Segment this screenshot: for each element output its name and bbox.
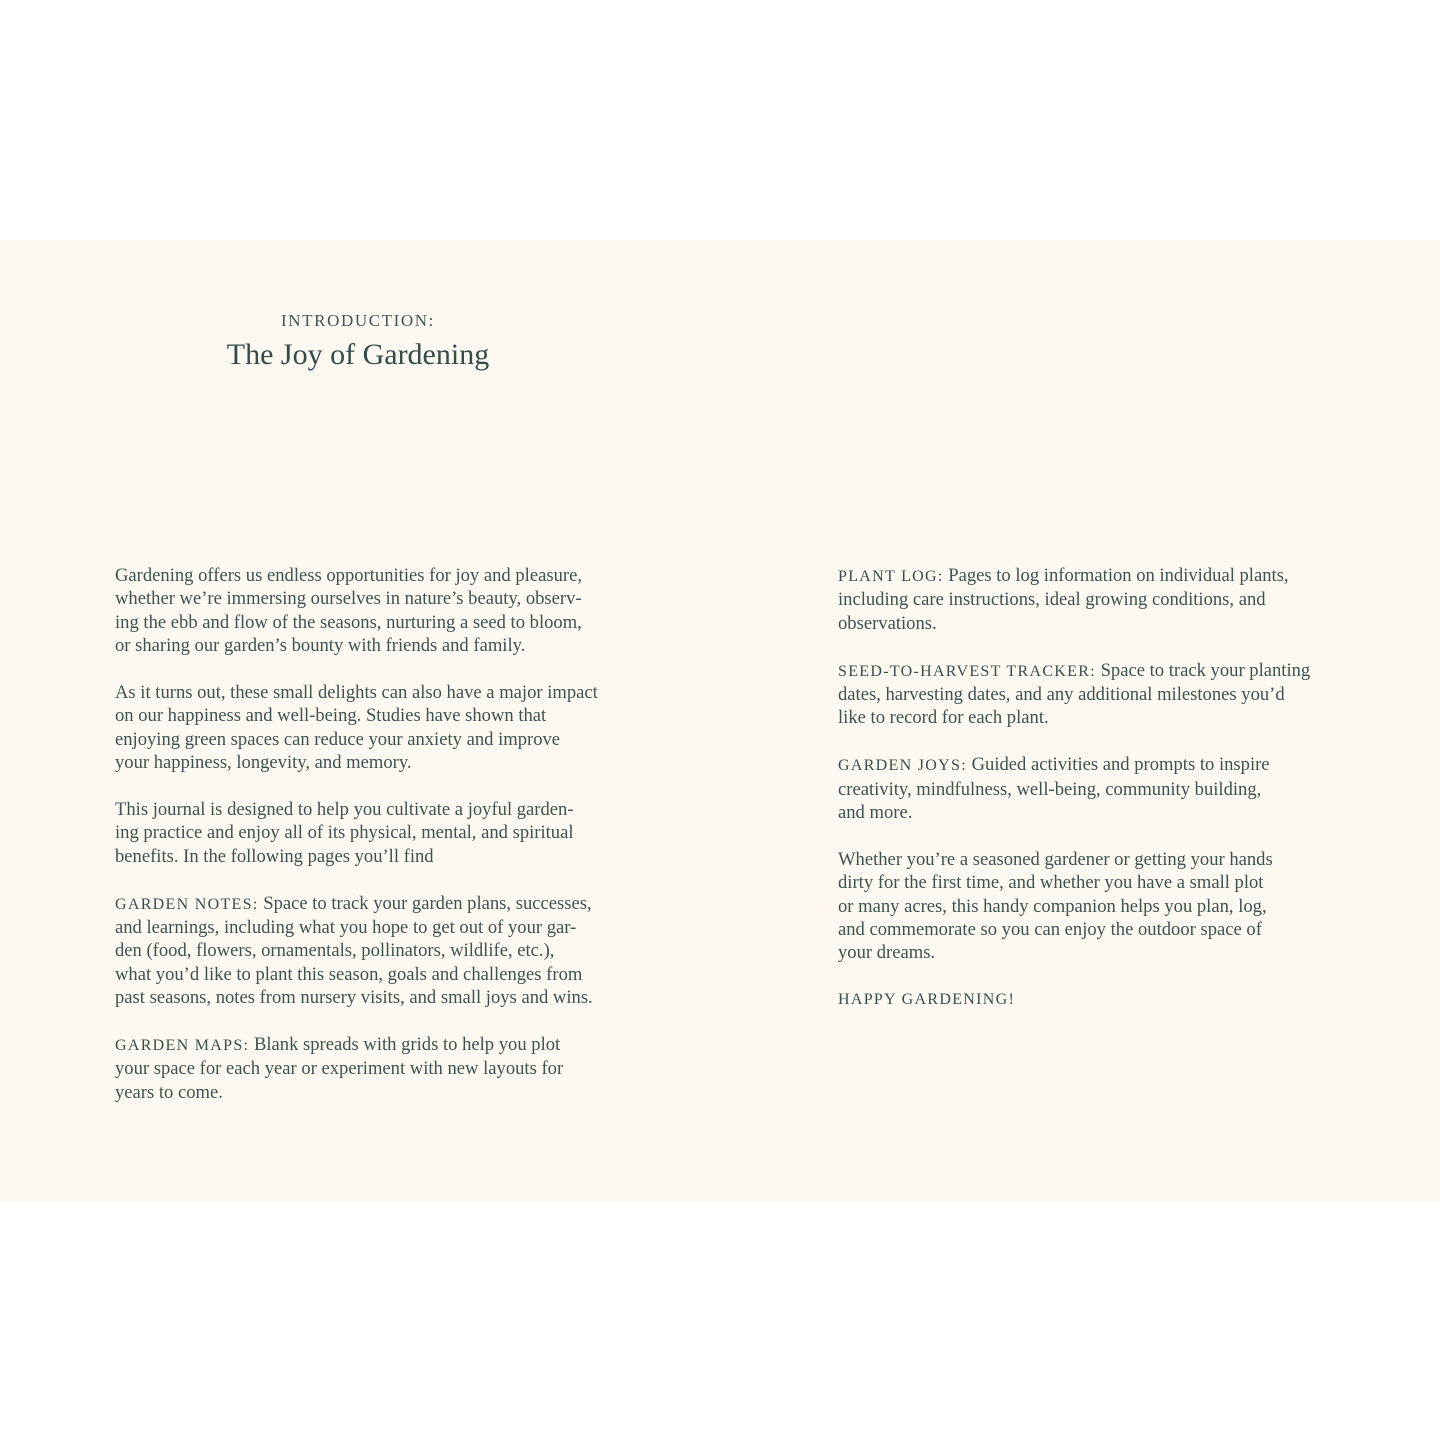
text-line: including care instructions, ideal growing conditions, and <box>838 589 1266 611</box>
paragraph-intro <box>115 564 615 658</box>
text-line: like to record for each plant. <box>838 707 1049 729</box>
text-line: ing practice and enjoy all of its physical, mental, and spiritual <box>115 822 574 844</box>
section-garden-joys <box>838 753 1328 824</box>
text-line <box>838 659 1328 683</box>
intro-heading-block <box>200 310 516 375</box>
paragraph-closing <box>838 848 1328 965</box>
section-heading: PLANT LOG: <box>838 568 944 585</box>
text-line: and commemorate so you can enjoy the outdoor space of <box>838 919 1262 941</box>
text-line: and more. <box>838 802 913 824</box>
text-line: your space for each year or experiment with new layouts for <box>115 1058 564 1080</box>
text-line: or sharing our garden’s bounty with friends and family. <box>115 635 526 657</box>
section-garden-maps <box>115 1033 615 1104</box>
text-line: dirty for the first time, and whether you have a small plot <box>838 872 1264 894</box>
text-line <box>838 753 1328 777</box>
text-line: your dreams. <box>838 942 936 964</box>
page-title: The Joy of Gardening <box>226 338 490 371</box>
section-heading: GARDEN MAPS: <box>115 1037 250 1055</box>
text-line: den (food, flowers, ornamentals, pollinators, wildlife, etc.), <box>115 940 555 962</box>
section-garden-notes <box>115 892 615 1010</box>
text-line: As it turns out, these small delights can also have a major impact <box>115 682 598 704</box>
section-heading: GARDEN JOYS: <box>838 757 967 775</box>
text-line: ing the ebb and flow of the seasons, nurturing a seed to bloom, <box>115 611 582 633</box>
section-text: Space to track your planting <box>1095 659 1311 681</box>
text-line: and learnings, including what you hope to get out of your gar- <box>115 917 577 939</box>
text-line: observations. <box>838 612 937 634</box>
text-line: what you’d like to plant this season, goals and challenges from <box>115 963 583 985</box>
text-line: creativity, mindfulness, well-being, community building, <box>838 778 1262 800</box>
section-text: Space to track your garden plans, successes, <box>258 892 592 914</box>
book-spread <box>0 240 1440 1201</box>
text-line <box>115 1033 615 1057</box>
section-seed-to-harvest-tracker <box>838 659 1328 730</box>
left-column <box>115 564 615 1128</box>
signoff <box>838 988 1328 1011</box>
text-line: or many acres, this handy companion helps you plan, log, <box>838 895 1267 917</box>
text-line: Whether you’re a seasoned gardener or getting your hands <box>838 848 1273 870</box>
section-heading: GARDEN NOTES: <box>115 895 259 913</box>
text-line: past seasons, notes from nursery visits, and small joys and wins. <box>115 987 593 1009</box>
text-line <box>115 892 615 916</box>
section-text: Blank spreads with grids to help you plot <box>249 1034 561 1056</box>
right-column <box>838 564 1328 1035</box>
signoff-text: HAPPY GARDENING! <box>838 991 1016 1009</box>
section-text: Pages to log information on individual plants, <box>943 565 1289 586</box>
text-line: your happiness, longevity, and memory. <box>115 752 412 774</box>
text-line: enjoying green spaces can reduce your anxiety and improve <box>115 728 561 750</box>
paragraph-wellbeing <box>115 681 615 775</box>
text-line: Gardening offers us endless opportunities for joy and pleasure, <box>115 565 582 586</box>
section-heading: SEED-TO-HARVEST TRACKER: <box>838 662 1096 680</box>
text-line: benefits. In the following pages you’ll find <box>115 845 434 867</box>
text-line: dates, harvesting dates, and any additional milestones you’d <box>838 684 1285 706</box>
section-plant-log <box>838 564 1328 635</box>
text-line: on our happiness and well-being. Studies have shown that <box>115 705 547 727</box>
intro-label: INTRODUCTION: <box>281 311 435 330</box>
text-line: years to come. <box>115 1081 223 1103</box>
text-line: This journal is designed to help you cultivate a joyful garden- <box>115 799 574 821</box>
text-line <box>838 564 1328 588</box>
section-text: Guided activities and prompts to inspire <box>966 754 1270 776</box>
text-line: whether we’re immersing ourselves in nature’s beauty, observ- <box>115 588 582 610</box>
paragraph-journal-purpose <box>115 798 615 868</box>
